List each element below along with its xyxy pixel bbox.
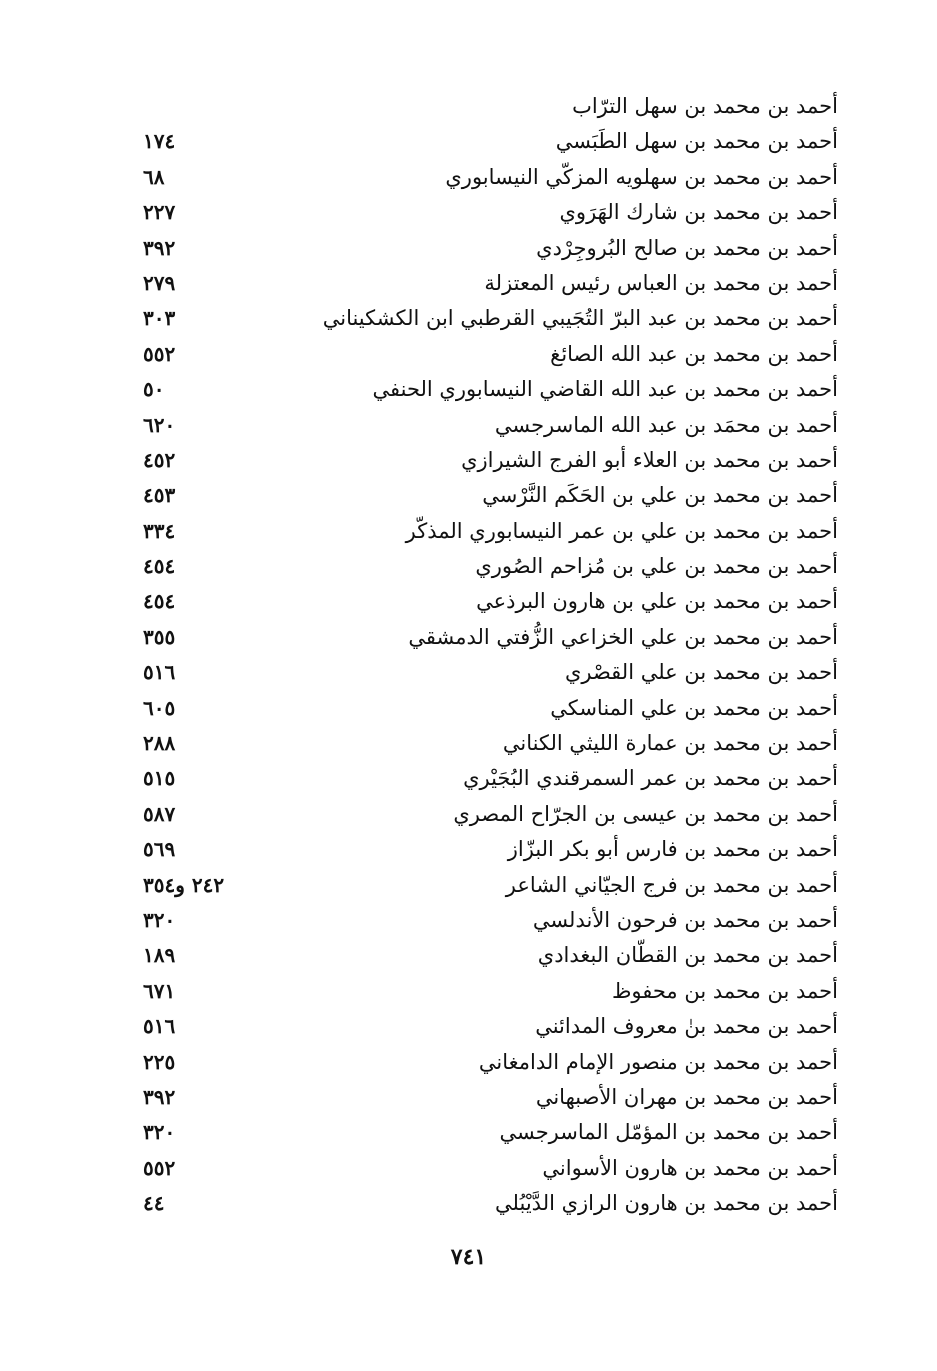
index-entry: [0, 443, 937, 478]
entry-name: أحمد بن محمد بن عيسى بن الجرّاح المصري: [453, 801, 838, 826]
index-entry: [0, 160, 937, 195]
entry-page-refs: ٢٢٧: [143, 200, 176, 225]
entry-name: أحمد بن محمد بن العباس رئيس المعتزلة: [484, 270, 838, 295]
entry-name: أحمد بن محمد بن علي بن الحَكَم النَّرْسي: [482, 483, 838, 508]
entry-name: أحمد بن محمد بن علي بن مُزاحم الصُوري: [475, 554, 838, 579]
index-entry: [0, 301, 937, 336]
index-entry: [0, 584, 937, 619]
entry-page-refs: ٦٢٠: [143, 412, 176, 437]
page-number: ٧٤١: [450, 1244, 487, 1270]
entry-name: أحمد بن محمد بن هارون الأسواني: [542, 1155, 838, 1180]
entry-name: أحمد بن محمد بن عمارة الليثي الكناني: [502, 731, 838, 756]
entry-page-refs: ٥١٦: [143, 1014, 176, 1039]
entry-page-refs: ٣٥٥: [143, 624, 176, 649]
entry-name: أحمد بن محمد بن علي بن هارون البرذعي: [476, 589, 838, 614]
entry-page-refs: ٣٣٤: [143, 518, 176, 543]
index-entry: [0, 1186, 937, 1221]
index-entry: [0, 903, 937, 938]
entry-page-refs: ٥١٦: [143, 660, 176, 685]
entry-page-refs: ٤٤: [143, 1191, 165, 1216]
entry-page-refs: ٢٢٥: [143, 1049, 176, 1074]
index-list: [0, 89, 937, 1222]
index-entry: [0, 868, 937, 903]
entry-name: أحمد بن محمد بن سهلويه المزكّي النيسابوري: [445, 164, 838, 189]
index-entry: [0, 832, 937, 867]
index-entry: [0, 124, 937, 159]
entry-name: أحمد بن محمد بن شارك الهَرَوي: [559, 200, 838, 225]
index-entry: [0, 1045, 937, 1080]
entry-page-refs: ١٨٩: [143, 943, 176, 968]
entry-name: أحمد بن محمد بن فرج الجيّاني الشاعر: [505, 872, 838, 897]
index-entry: [0, 1080, 937, 1115]
index-entry: [0, 797, 937, 832]
entry-name: أحمد بن محمد بن محفوظ: [611, 978, 838, 1003]
index-entry: [0, 337, 937, 372]
index-entry: [0, 89, 937, 124]
index-entry: [0, 726, 937, 761]
index-entry: [0, 514, 937, 549]
index-entry: [0, 231, 937, 266]
entry-page-refs: ٣٩٢: [143, 1084, 176, 1109]
entry-page-refs: ٥٨٧: [143, 801, 176, 826]
entry-page-refs: ٣٢٠: [143, 907, 176, 932]
index-entry: [0, 478, 937, 513]
index-entry: [0, 549, 937, 584]
entry-name: أحمد بن محمد بن علي بن عمر النيسابوري المذكّر: [405, 518, 838, 543]
entry-page-refs: ٤٥٢: [143, 447, 176, 472]
entry-name: أحمد بن محمد بن عبد الله القاضي النيسابوري الحنفي: [372, 377, 838, 402]
entry-name: أحمد بن محمد بن صالح البُروجِرْدي: [536, 235, 838, 260]
index-entry: [0, 195, 937, 230]
entry-page-refs: ٤٥٤: [143, 554, 176, 579]
entry-page-refs: ٣٩٢: [143, 235, 176, 260]
entry-name: أحمد بن محمد بن فارس أبو بكر البزّاز: [507, 837, 838, 862]
entry-page-refs: ٦٧١: [143, 978, 176, 1003]
index-entry: [0, 655, 937, 690]
index-entry: [0, 620, 937, 655]
entry-name: أحمد بن محمد بنٰ معروف المدائني: [535, 1014, 838, 1039]
entry-name: أحمد بن محمد بن عبد الله الصائغ: [550, 341, 838, 366]
index-entry: [0, 372, 937, 407]
entry-name: أحمد بن محمد بن مهران الأصبهاني: [535, 1084, 838, 1109]
entry-page-refs: ٥٠: [143, 377, 165, 402]
index-entry: [0, 266, 937, 301]
entry-name: أحمد بن محمَد بن عبد الله الماسرجسي: [494, 412, 838, 437]
entry-name: أحمد بن محمد بن سهل الترّاب: [572, 94, 838, 118]
entry-page-refs: ٥٥٢: [143, 341, 176, 366]
entry-name: أحمد بن محمد بن علي المناسكي: [550, 695, 838, 720]
index-entry: [0, 1009, 937, 1044]
entry-name: أحمد بن محمد بن علي الخزاعي الزُّفتي الدمشقي: [408, 624, 838, 649]
index-entry: [0, 938, 937, 973]
entry-page-refs: ٦٠٥: [143, 695, 176, 720]
entry-name: أحمد بن محمد بن المؤمّل الماسرجسي: [499, 1120, 838, 1145]
entry-name: أحمد بن محمد بن فرحون الأندلسي: [532, 907, 838, 932]
entry-page-refs: ٤٥٣: [143, 483, 176, 508]
entry-page-refs: ٢٤٢ و٣٥٤: [143, 872, 225, 897]
index-entry: [0, 1115, 937, 1150]
entry-name: أحمد بن محمد بن منصور الإمام الدامغاني: [478, 1049, 838, 1074]
entry-name: أحمد بن محمد بن العلاء أبو الفرج الشيرازي: [461, 447, 838, 472]
entry-page-refs: ٥٦٩: [143, 837, 176, 862]
entry-page-refs: ٦٨: [143, 164, 165, 189]
index-entry: [0, 1151, 937, 1186]
entry-name: أحمد بن محمد بن سهل الطَبَسي: [555, 129, 838, 154]
entry-name: أحمد بن محمد بن هارون الرازي الدَّيْبُلي: [495, 1191, 838, 1216]
entry-page-refs: ٥٥٢: [143, 1155, 176, 1180]
entry-name: أحمد بن محمد بن عبد البرّ التُجَيبي القرطبي ابن الكشكيناني: [322, 306, 838, 331]
entry-page-refs: ٥١٥: [143, 766, 176, 791]
entry-page-refs: ٢٨٨: [143, 731, 176, 756]
entry-page-refs: ٣٢٠: [143, 1120, 176, 1145]
entry-page-refs: ١٧٤: [143, 129, 176, 154]
index-entry: [0, 761, 937, 796]
index-entry: [0, 408, 937, 443]
entry-page-refs: ٣٠٣: [143, 306, 176, 331]
entry-name: أحمد بن محمد بن القطّان البغدادي: [537, 943, 838, 968]
entry-name: أحمد بن محمد بن عمر السمرقندي البُجَيْري: [463, 766, 838, 791]
entry-page-refs: ٤٥٤: [143, 589, 176, 614]
index-entry: [0, 974, 937, 1009]
index-entry: [0, 691, 937, 726]
entry-page-refs: ٢٧٩: [143, 270, 176, 295]
entry-name: أحمد بن محمد بن علي القصْري: [564, 660, 838, 685]
